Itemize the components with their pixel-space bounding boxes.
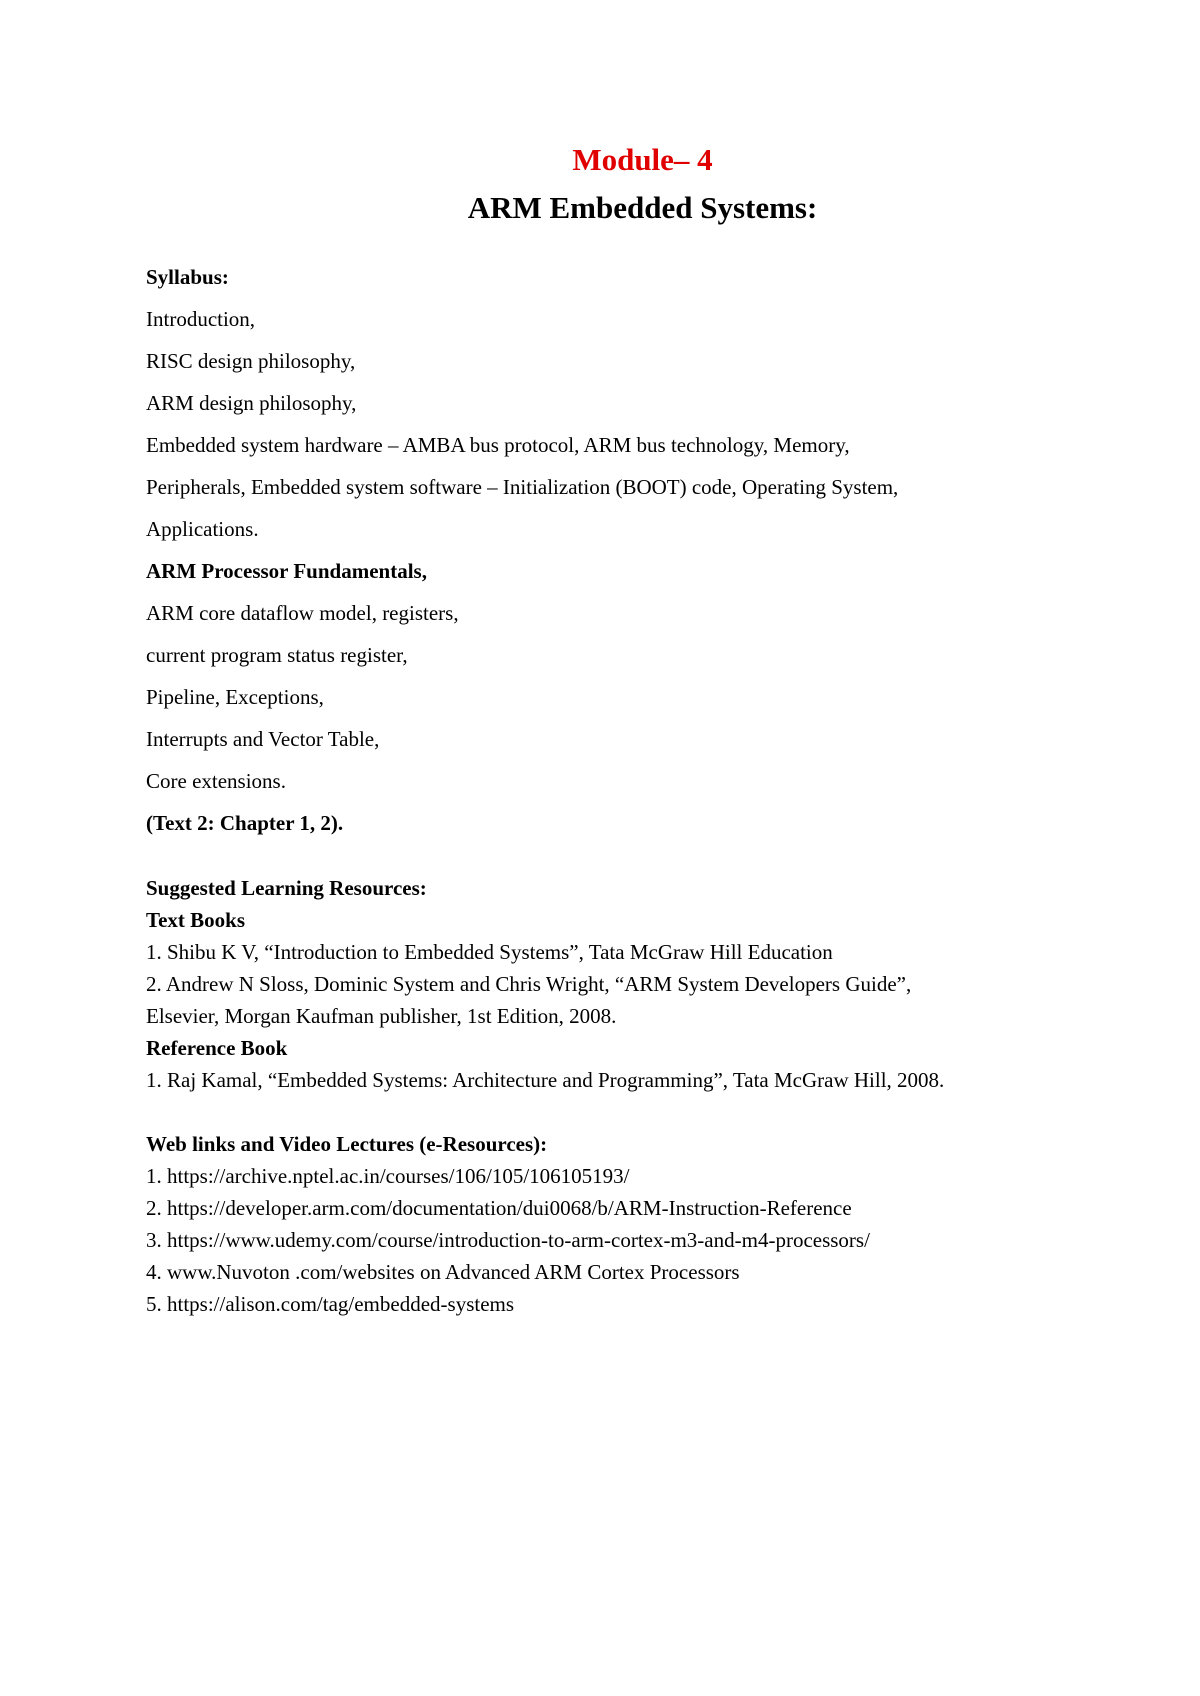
syllabus-line: Applications. (146, 517, 259, 541)
syllabus-line: RISC design philosophy, (146, 349, 356, 373)
resources-heading: Suggested Learning Resources: (146, 876, 427, 900)
module-title: Module– 4 (572, 142, 713, 177)
web-link: 3. https://www.udemy.com/course/introduction-to-arm-cortex-m3-and-m4-processors/ (146, 1228, 870, 1252)
text-books-heading: Text Books (146, 908, 246, 932)
document-title: ARM Embedded Systems: (467, 190, 818, 225)
web-link: 2. https://developer.arm.com/documentation/dui0068/b/ARM-Instruction-Reference (146, 1196, 852, 1220)
reference-book-heading: Reference Book (146, 1036, 288, 1060)
syllabus-line: Peripherals, Embedded system software – Initialization (BOOT) code, Operating System, (146, 475, 899, 499)
syllabus-section (146, 264, 1106, 852)
syllabus-subline: current program status register, (146, 643, 408, 667)
web-link: 4. www.Nuvoton .com/websites on Advanced ARM Cortex Processors (146, 1260, 740, 1284)
syllabus-subline: Interrupts and Vector Table, (146, 727, 380, 751)
syllabus-line: Introduction, (146, 307, 256, 331)
syllabus-subline: Core extensions. (146, 769, 286, 793)
syllabus-subline: Pipeline, Exceptions, (146, 685, 324, 709)
resources-section (146, 875, 1106, 1323)
spacer (146, 1099, 1106, 1131)
syllabus-line: ARM design philosophy, (146, 391, 357, 415)
syllabus-heading: Syllabus: (146, 265, 229, 289)
web-link: 1. https://archive.nptel.ac.in/courses/106/105/106105193/ (146, 1164, 630, 1188)
text-book-item: Elsevier, Morgan Kaufman publisher, 1st Edition, 2008. (146, 1004, 617, 1028)
processor-fundamentals-heading: ARM Processor Fundamentals, (146, 559, 427, 583)
syllabus-subline: ARM core dataflow model, registers, (146, 601, 459, 625)
text-reference: (Text 2: Chapter 1, 2). (146, 811, 344, 835)
syllabus-line: Embedded system hardware – AMBA bus protocol, ARM bus technology, Memory, (146, 433, 850, 457)
reference-book-item: 1. Raj Kamal, “Embedded Systems: Architecture and Programming”, Tata McGraw Hill, 2008. (146, 1068, 945, 1092)
web-link: 5. https://alison.com/tag/embedded-systems (146, 1292, 515, 1316)
text-book-item: 1. Shibu K V, “Introduction to Embedded Systems”, Tata McGraw Hill Education (146, 940, 833, 964)
text-book-item: 2. Andrew N Sloss, Dominic System and Chris Wright, “ARM System Developers Guide”, (146, 972, 912, 996)
web-links-heading: Web links and Video Lectures (e-Resources): (146, 1132, 548, 1156)
